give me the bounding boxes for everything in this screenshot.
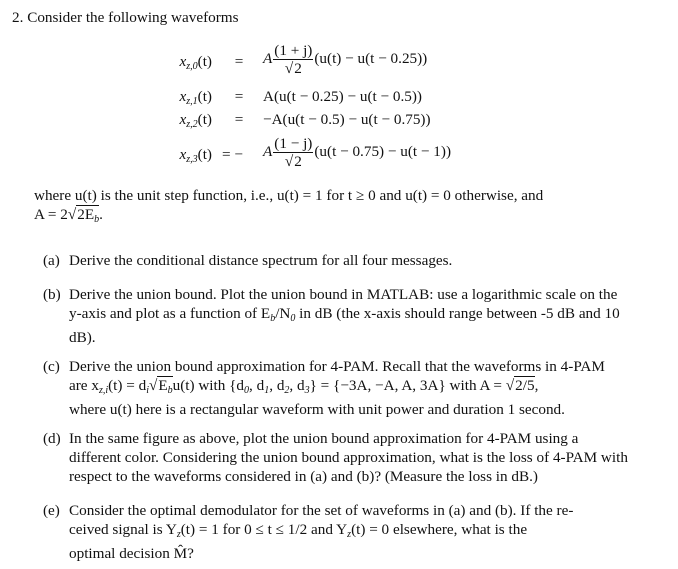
question-text: Derive the union bound. Plot the union bound in MATLAB: use a logarithmic scale on the y-axis and plot as a function of $E_b/N_0$ in dB (the x-axis should range between -5 dB and 10 dB). <box>69 286 620 346</box>
equation-1-sign: = <box>234 88 244 105</box>
question-text: Derive the union bound approximation for 4-PAM. Recall that the waveforms in 4-PAM are $x_{z,i}(t) = d_i√E_bu(t)$ with {$d_0$, $d_1$, $d_2$, $d_3\} = \{-3A$, −A, A, 3A} with A = √2/5, where u(t) here is a rectangular waveform with unit power and duration 1 second. <box>69 358 605 418</box>
question-label: (c) <box>43 358 60 375</box>
question-d <box>43 429 633 486</box>
problem-title: 2. Consider the following waveforms <box>12 9 239 26</box>
equation-0-lhs: $x_{z,0}(t)$ <box>179 53 212 72</box>
equation-3-rhs: A $\frac{(1 - j)}{√2}$ (u(t − 0.75) − u(t − 1)) <box>263 135 451 170</box>
question-label: (e) <box>43 502 60 519</box>
equation-2-lhs: $x_{z,2}(t)$ <box>179 111 212 130</box>
equation-2-rhs: −A(u(t − 0.5) − u(t − 0.75)) <box>263 111 431 128</box>
equation-3-sign: = − <box>222 146 243 163</box>
question-a <box>43 251 633 270</box>
fraction: $\frac{(1 - j)}{√2}$ <box>274 135 313 170</box>
equation-3-lhs: $x_{z,3}(t)$ <box>179 146 212 165</box>
question-e <box>43 501 633 563</box>
equation-1-rhs: A(u(t − 0.25) − u(t − 0.5)) <box>263 88 422 105</box>
question-b <box>43 285 633 347</box>
question-text: Consider the optimal demodulator for the set of waveforms in (a) and (b). If the re- ceived signal is $Y_z(t) = 1$ for 0 ≤ t ≤ 1/2 and $Y_z(t) = 0$ elsewhere, what is the optimal decision M̂? <box>69 502 574 562</box>
question-c <box>43 357 633 419</box>
equation-0-sign: = <box>234 53 244 70</box>
where-line-1: where u(t) is the unit step function, i.e., u(t) = 1 for t ≥ 0 and u(t) = 0 otherwise, and <box>34 187 544 204</box>
fraction: $\frac{(1 + j)}{√2}$ <box>274 42 313 77</box>
question-label: (d) <box>43 430 61 447</box>
equation-0-rhs: A $\frac{(1 + j)}{√2}$ (u(t) − u(t − 0.25)) <box>263 42 428 77</box>
equation-1-lhs: $x_{z,1}(t)$ <box>179 88 212 107</box>
question-text: In the same figure as above, plot the union bound approximation for 4-PAM using a different color. Considering the union bound approximation, what is the loss of 4-PAM with respect to the waveforms considered in (a) and (b)? (Measure the loss in dB.) <box>69 430 628 485</box>
question-label: (a) <box>43 252 60 269</box>
where-line-2: $A = 2√2E_b$. <box>34 206 103 225</box>
question-label: (b) <box>43 286 61 303</box>
where-paragraph <box>34 186 624 229</box>
equation-2-sign: = <box>234 111 244 128</box>
question-text: Derive the conditional distance spectrum for all four messages. <box>69 252 453 269</box>
